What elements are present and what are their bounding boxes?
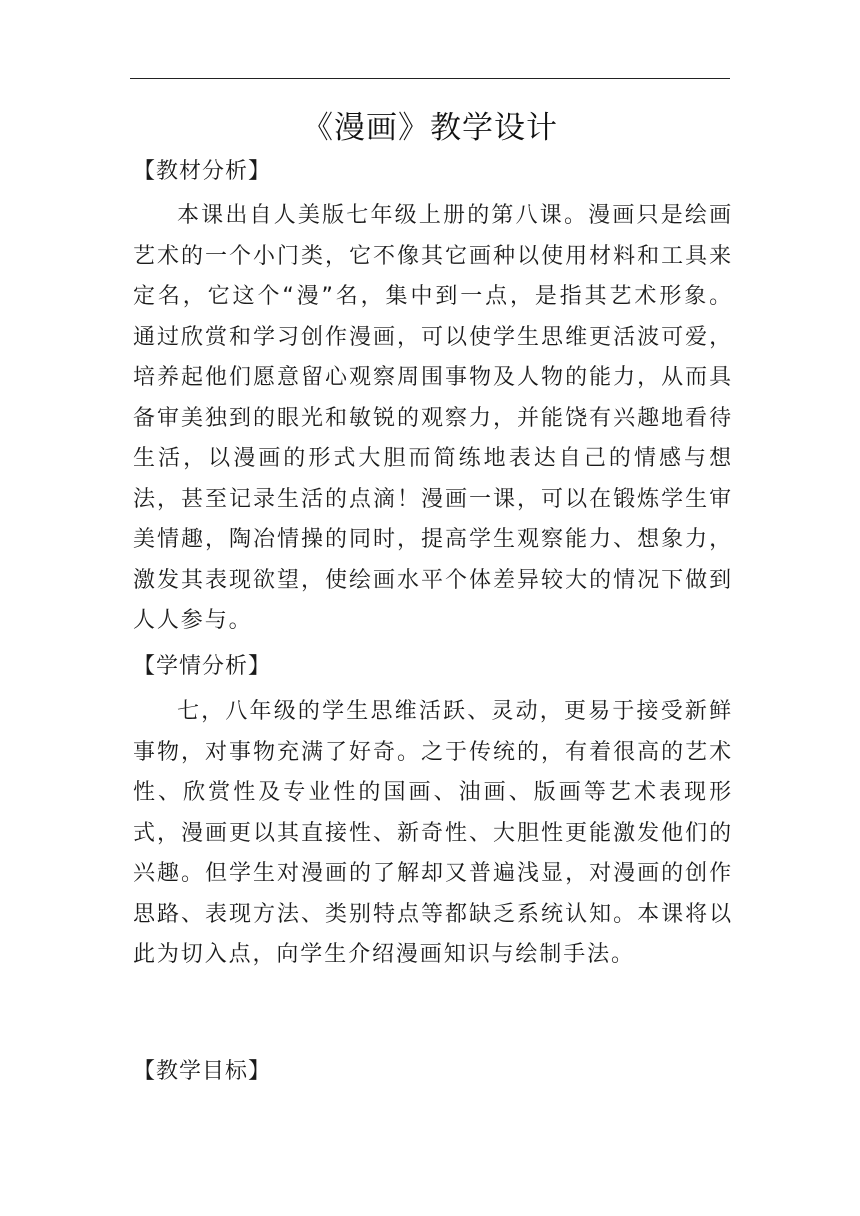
section-heading-teaching-objectives: 【教学目标】 <box>133 1059 272 1084</box>
section-body-student-analysis: 七，八年级的学生思维活跃、灵动，更易于接受新鲜事物，对事物充满了好奇。之于传统的，有着很高的艺术性、欣赏性及专业性的国画、油画、版画等艺术表现形式，漫画更以其直接性、新奇性、大胆性更能激发他们的兴趣。但学生对漫画的了解却又普遍浅显，对漫画的创作思路、表现方法、类别特点等都缺乏系统认知。本课将以此为切入点，向学生介绍漫画知识与绘制手法。 <box>133 699 733 967</box>
header-rule <box>130 78 730 79</box>
section-heading-textbook-analysis: 【教材分析】 <box>133 159 272 184</box>
section-heading-student-analysis: 【学情分析】 <box>133 654 272 679</box>
page-title: 《漫画》教学设计 <box>302 110 558 146</box>
section-body-textbook-analysis: 本课出自人美版七年级上册的第八课。漫画只是绘画艺术的一个小门类，它不像其它画种以使用材料和工具来定名，它这个“漫”名，集中到一点，是指其艺术形象。通过欣赏和学习创作漫画，可以使学生思维更活波可爱，培养起他们愿意留心观察周围事物及人物的能力，从而具备审美独到的眼光和敏锐的观察力，并能饶有兴趣地看待生活，以漫画的形式大胆而简练地表达自己的情感与想法，甚至记录生活的点滴！漫画一课，可以在锻炼学生审美情趣，陶冶情操的同时，提高学生观察能力、想象力，激发其表现欲望，使绘画水平个体差异较大的情况下做到人人参与。 <box>133 203 733 633</box>
